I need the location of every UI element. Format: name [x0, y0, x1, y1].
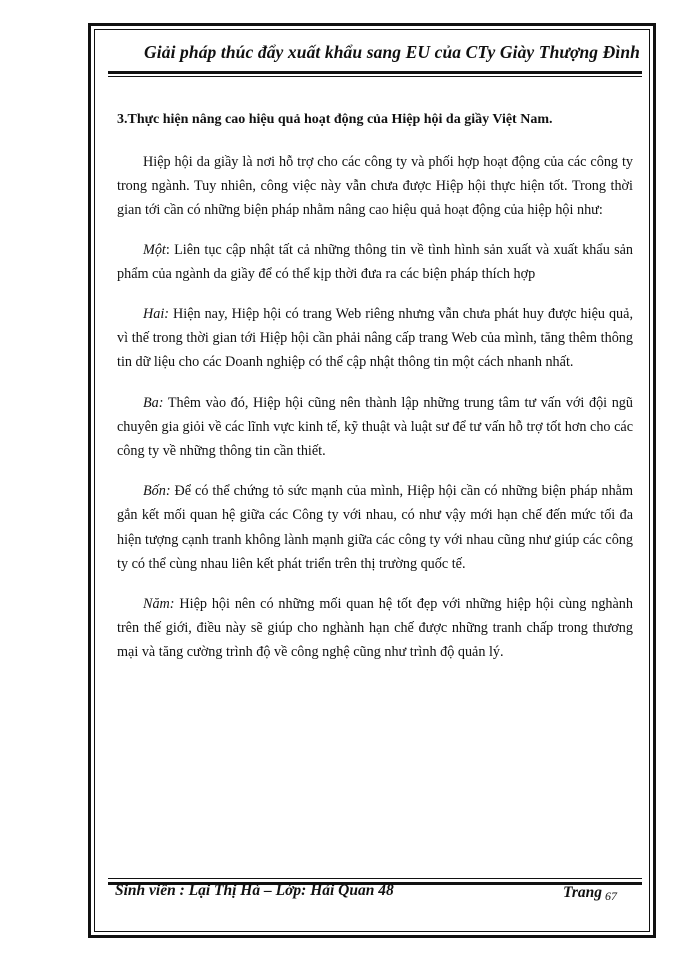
header-rule-thin: [108, 76, 642, 77]
footer-page: [563, 884, 617, 902]
paragraph-item: [117, 391, 633, 464]
paragraph-intro: [117, 150, 633, 223]
item-lead-word: Ba:: [143, 394, 164, 411]
item-lead-word: Năm:: [143, 596, 175, 613]
paragraph-text: : Liên tục cập nhật tất cả những thông tin về tình hình sản xuất và xuất khẩu sản phẩm của ngành da giầy để có thể kịp thời đưa ra các biện pháp thích hợp: [117, 241, 633, 282]
footer-rule-thin: [108, 878, 642, 879]
page-label: Trang: [563, 884, 603, 901]
item-lead-word: Hai:: [143, 306, 170, 323]
paragraph-text: Hiện nay, Hiệp hội có trang Web riêng nhưng vẫn chưa phát huy được hiệu quả, vì thế trong thời gian tới Hiệp hội cần phải nâng cấp trang Web của mình, tăng thêm thông tin dữ liệu cho các Doanh nghiệp có thể cập nhật thông tin một cách nhanh nhất.: [117, 306, 633, 371]
paragraph-item: [117, 592, 633, 665]
item-lead-word: Một: [143, 241, 166, 258]
document-body: [117, 112, 633, 681]
item-lead-word: Bốn:: [143, 483, 171, 500]
paragraph-item: [117, 302, 633, 375]
footer-author: Sinh viên : Lại Thị Hà – Lớp: Hải Quan 48: [115, 882, 394, 899]
page-header-title: Giải pháp thúc đẩy xuất khẩu sang EU của CTy Giày Thượng Đình: [144, 42, 640, 62]
header-rule: [108, 71, 642, 74]
paragraph-text: Hiệp hội nên có những mối quan hệ tốt đẹp với những hiệp hội cùng nghành trên thế giới, điều này sẽ giúp cho nghành hạn chế được những tranh chấp trong thương mại và tăng cường trình độ về công nghệ cũng như trình độ quản lý.: [117, 596, 633, 661]
paragraph-text: Để có thể chứng tỏ sức mạnh của mình, Hiệp hội cần có những biện pháp nhằm gắn kết mối quan hệ giữa các Công ty với nhau, có như vậy mới hạn chế đến mức tối đa hiện tượng cạnh tranh không lành mạnh giữa các công ty với nhau cũng như giúp các công ty có thể cùng nhau liên kết phát triển trên thị trường quốc tế.: [117, 483, 633, 572]
page-number: 67: [605, 889, 618, 903]
paragraph-text: Thêm vào đó, Hiệp hội cũng nên thành lập những trung tâm tư vấn với đội ngũ chuyên gia giỏi về các lĩnh vực kinh tế, kỹ thuật và luật sư để tư vấn hỗ trợ tốt hơn cho các công ty về những thông tin cần thiết.: [117, 394, 633, 460]
paragraph-item: [117, 238, 633, 286]
paragraph-item: [117, 479, 633, 576]
paragraph-text: Hiệp hội da giầy là nơi hỗ trợ cho các công ty và phối hợp hoạt động của các công ty trong ngành. Tuy nhiên, công việc này vẫn chưa được Hiệp hội thực hiện tốt. Trong thời gian tới cần có những biện pháp nhằm nâng cao hiệu quả hoạt động của hiệp hội như:: [117, 154, 633, 219]
section-title: 3.Thực hiện nâng cao hiệu quả hoạt động của Hiệp hội da giầy Việt Nam.: [117, 112, 553, 127]
